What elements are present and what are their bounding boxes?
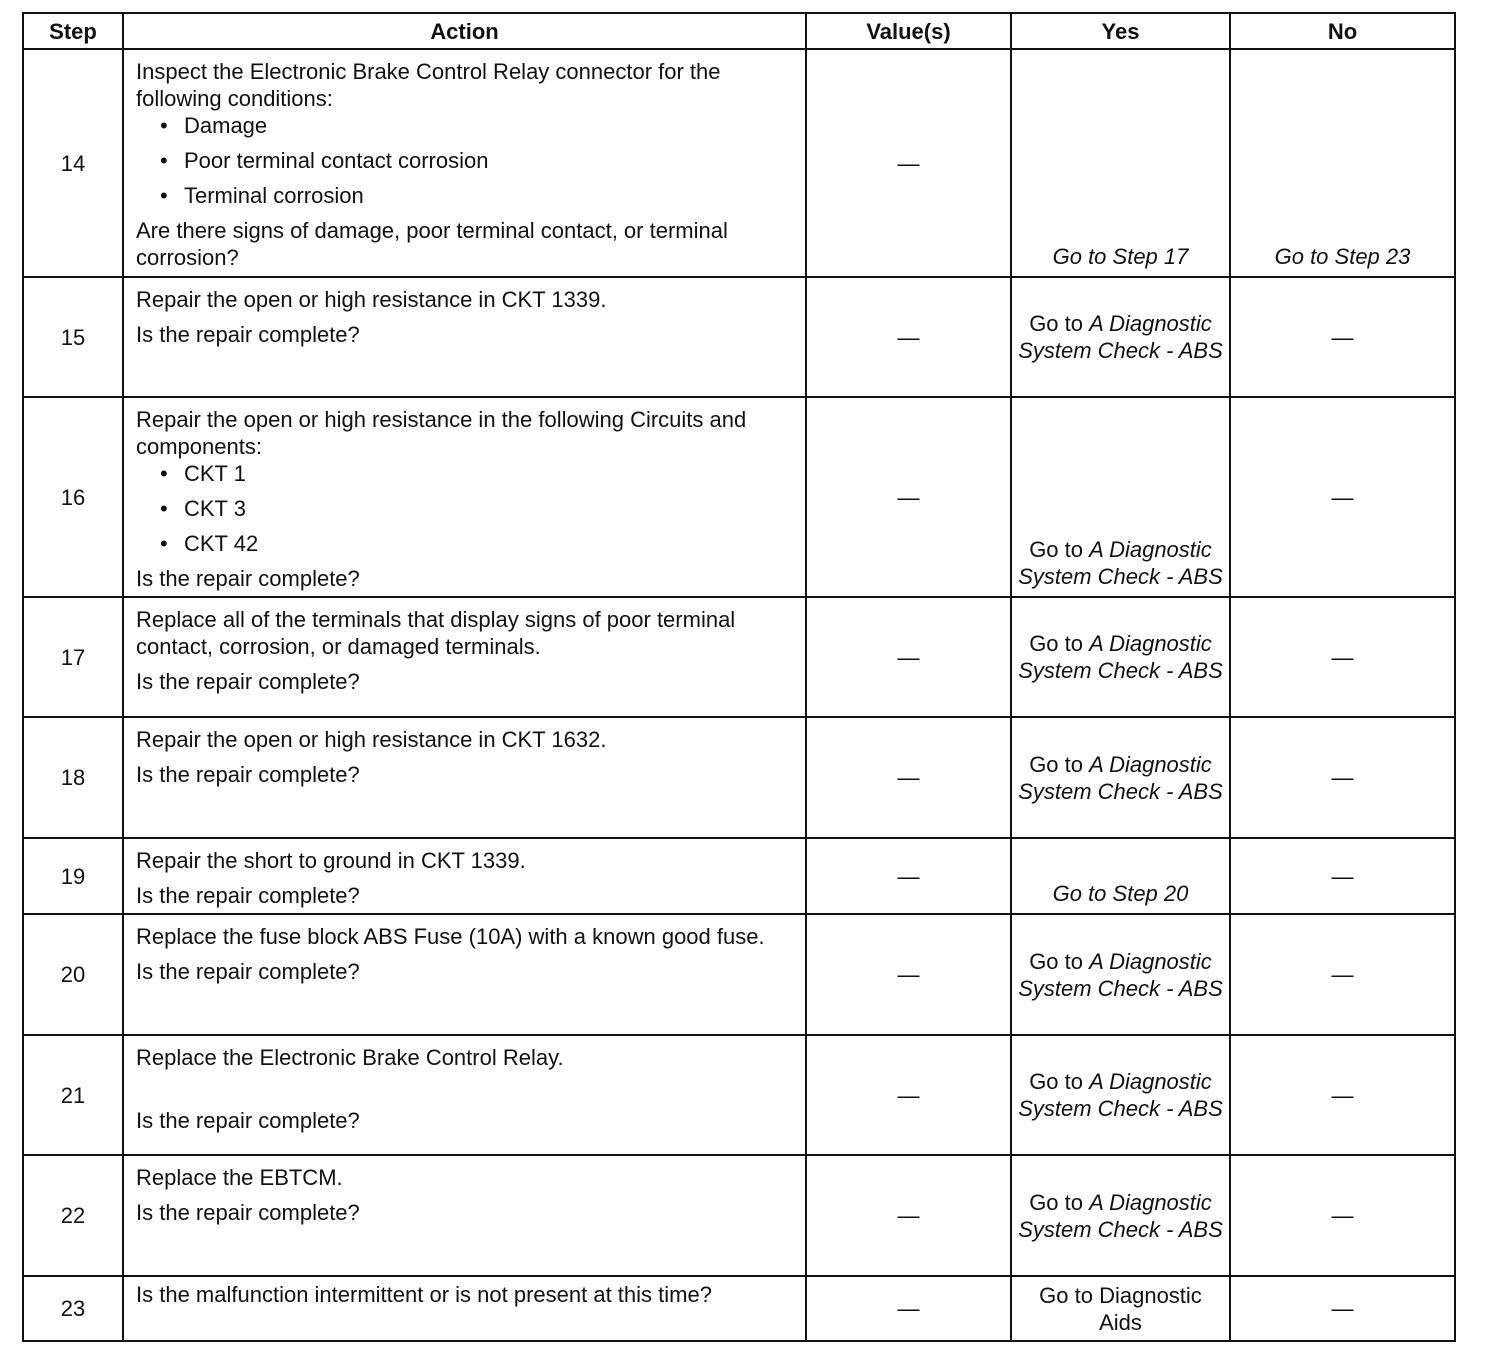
table-row [23,1276,1455,1341]
action-cell [123,397,806,597]
list-item: • CKT 42 [160,530,793,557]
list-item: • CKT 3 [160,495,793,522]
no-cell: — [1230,717,1455,838]
table-row [23,397,1455,597]
action-cell [123,717,806,838]
yes-go-to-diagnostic-system-check[interactable] [1011,597,1230,717]
table-row [23,277,1455,397]
question-text: Is the repair complete? [136,1108,360,1133]
action-text: Repair the open or high resistance in the following Circuits and components: [136,407,747,459]
value-cell: — [806,597,1011,717]
value-cell: — [806,1155,1011,1276]
yes-link-text[interactable]: A Diagnostic System Check - ABS [1018,631,1223,683]
action-text: Replace all of the terminals that display signs of poor terminal contact, corrosion, or damaged terminals. [136,607,736,659]
yes-go-to-diagnostic-system-check[interactable] [1011,717,1230,838]
step-number: 19 [23,838,123,914]
action-cell [123,1035,806,1155]
question-text: Is the repair complete? [136,762,360,787]
yes-prefix: Go to [1029,631,1090,656]
no-cell: — [1230,277,1455,397]
list-item: • Damage [160,112,793,139]
step-number: 23 [23,1276,123,1341]
yes-prefix: Go to [1029,1069,1090,1094]
action-cell [123,914,806,1035]
step-number: 21 [23,1035,123,1155]
step-number: 15 [23,277,123,397]
question-text: Is the repair complete? [136,959,360,984]
step-number: 16 [23,397,123,597]
action-text: Replace the EBTCM. [136,1165,343,1190]
yes-prefix: Go to [1029,948,1090,974]
table-row [23,717,1455,838]
yes-prefix: Go to [1029,537,1090,562]
yes-go-to-diagnostic-system-check[interactable] [1011,914,1230,1035]
action-cell [123,1155,806,1276]
yes-link-text[interactable]: A Diagnostic System Check - ABS [1018,537,1223,589]
value-cell: — [806,49,1011,277]
step-number: 22 [23,1155,123,1276]
list-item: • CKT 1 [160,460,793,487]
yes-go-to-diagnostic-system-check[interactable] [1011,1155,1230,1276]
step-number: 18 [23,717,123,838]
yes-link-text[interactable]: A Diagnostic System Check - ABS [1018,1069,1223,1121]
list-item: • Terminal corrosion [160,182,793,209]
yes-link-text[interactable]: A Diagnostic System Check - ABS [1018,1189,1223,1242]
action-text: Replace the Electronic Brake Control Relay. [136,1045,564,1070]
action-text: Repair the short to ground in CKT 1339. [136,848,526,873]
circuit-list [136,460,793,557]
action-cell [123,277,806,397]
step-number: 17 [23,597,123,717]
action-text: Repair the open or high resistance in CKT 1632. [136,727,607,752]
action-text: Repair the open or high resistance in CKT 1339. [136,287,607,312]
table-row [23,1035,1455,1155]
question-text: Is the repair complete? [136,883,360,908]
question-text: Is the repair complete? [136,1200,360,1225]
no-cell: — [1230,914,1455,1035]
no-cell: — [1230,838,1455,914]
yes-go-to-diagnostic-aids[interactable]: Go to Diagnostic Aids [1011,1276,1230,1341]
yes-link-text[interactable]: A Diagnostic System Check - ABS [1018,948,1223,1001]
header-action: Action [123,13,806,49]
action-text: Replace the fuse block ABS Fuse (10A) with a known good fuse. [136,924,765,949]
table-row [23,1155,1455,1276]
yes-go-to-diagnostic-system-check[interactable] [1011,277,1230,397]
no-cell: — [1230,1155,1455,1276]
table-row [23,914,1455,1035]
header-yes: Yes [1011,13,1230,49]
value-cell: — [806,838,1011,914]
question-text: Are there signs of damage, poor terminal contact, or terminal corrosion? [136,218,728,270]
yes-go-to-diagnostic-system-check[interactable] [1011,1035,1230,1155]
action-text: Inspect the Electronic Brake Control Relay connector for the following conditions: [136,59,721,111]
question-text: Is the repair complete? [136,566,360,591]
header-row [23,13,1455,49]
question-text: Is the repair complete? [136,322,360,347]
value-cell: — [806,277,1011,397]
no-cell: — [1230,1035,1455,1155]
action-cell [123,597,806,717]
yes-go-to-step-20[interactable]: Go to Step 20 [1011,838,1230,914]
action-cell [123,1276,806,1341]
value-cell: — [806,717,1011,838]
no-cell: — [1230,397,1455,597]
action-cell [123,838,806,914]
no-cell: — [1230,1276,1455,1341]
step-number: 14 [23,49,123,277]
table-row [23,597,1455,717]
yes-go-to-diagnostic-system-check[interactable] [1011,397,1230,597]
table-row [23,49,1455,277]
yes-go-to-step-17[interactable]: Go to Step 17 [1011,49,1230,277]
action-text: Is the malfunction intermittent or is not present at this time? [136,1282,712,1307]
question-text: Is the repair complete? [136,669,360,694]
yes-prefix: Go to [1029,751,1090,777]
header-values: Value(s) [806,13,1011,49]
no-cell: — [1230,597,1455,717]
value-cell: — [806,397,1011,597]
header-no: No [1230,13,1455,49]
value-cell: — [806,914,1011,1035]
value-cell: — [806,1035,1011,1155]
table-row [23,838,1455,914]
yes-link-text[interactable]: A Diagnostic System Check - ABS [1018,751,1223,804]
yes-link-text[interactable]: A Diagnostic System Check - ABS [1018,311,1223,363]
list-item: • Poor terminal contact corrosion [160,147,793,174]
value-cell: — [806,1276,1011,1341]
condition-list [136,112,793,209]
header-step: Step [23,13,123,49]
yes-prefix: Go to [1029,1189,1090,1215]
yes-prefix: Go to [1029,311,1090,336]
action-cell [123,49,806,277]
diagnostic-table [22,12,1456,1342]
no-go-to-step-23[interactable]: Go to Step 23 [1230,49,1455,277]
step-number: 20 [23,914,123,1035]
